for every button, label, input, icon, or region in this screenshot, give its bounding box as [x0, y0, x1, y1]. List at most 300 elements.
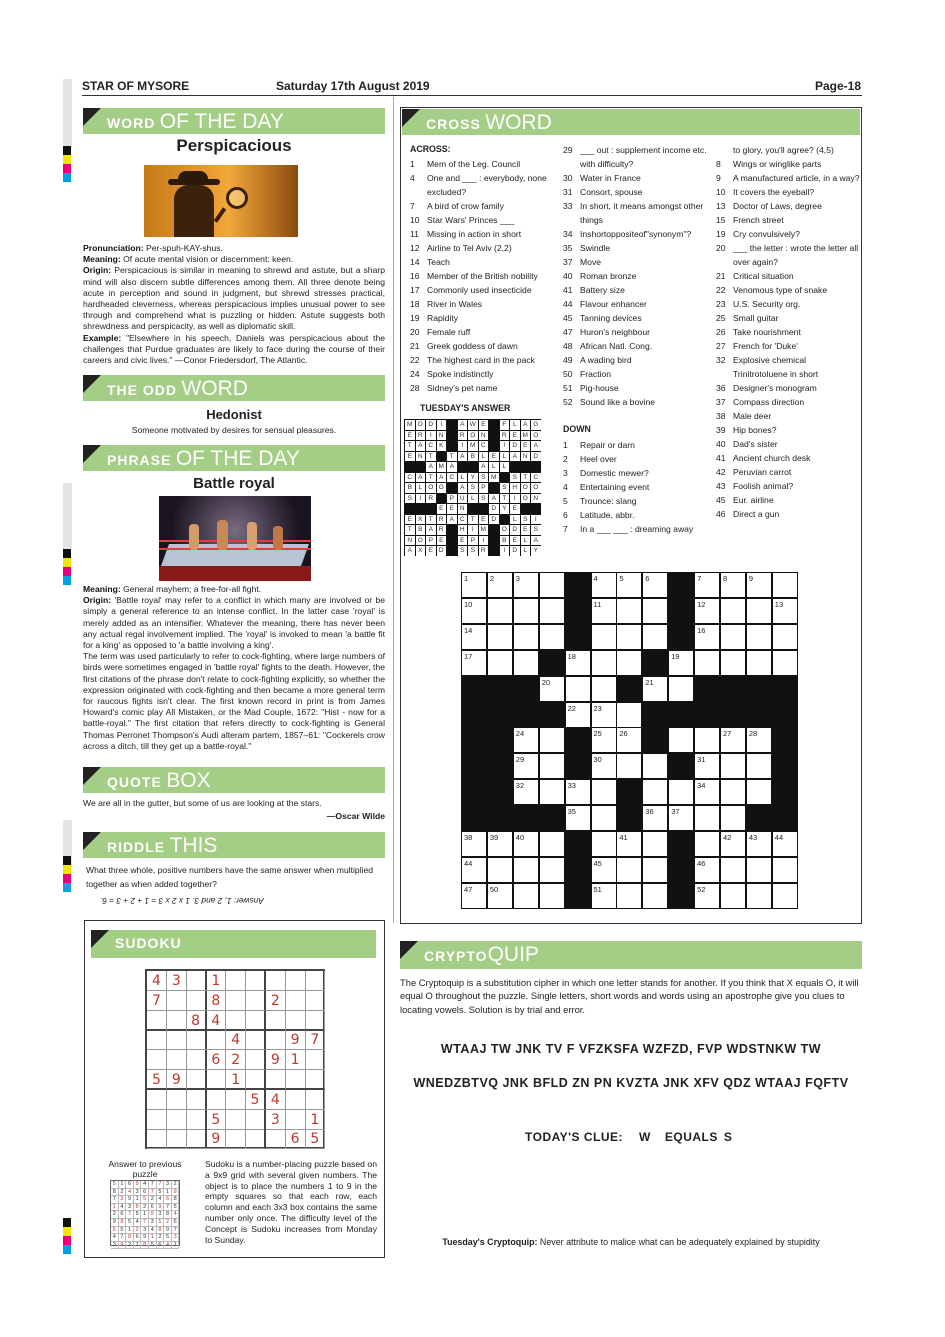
crossword-cell[interactable]	[721, 884, 745, 908]
sudoku-cell[interactable]	[187, 971, 207, 991]
crossword-cell[interactable]	[643, 780, 667, 804]
sudoku-cell[interactable]: 7	[147, 991, 167, 1011]
sudoku-cell[interactable]	[187, 1129, 207, 1149]
clue-text: Inshortoppositeof"synonym"?	[580, 229, 692, 239]
sudoku-cell[interactable]: 1	[226, 1070, 246, 1090]
crossword-cell[interactable]	[462, 599, 486, 623]
sudoku-cell[interactable]	[187, 1090, 207, 1110]
answer-cell: C	[479, 441, 489, 451]
crossword-cell[interactable]	[773, 884, 797, 908]
crossword-cell[interactable]	[643, 832, 667, 856]
crossword-cell[interactable]	[747, 780, 771, 804]
answer-cell: 7	[141, 1219, 149, 1227]
answer-cell: E	[521, 525, 531, 535]
crossword-cell[interactable]	[643, 806, 667, 830]
crossword-cell[interactable]	[566, 703, 590, 727]
crossword-cell[interactable]	[617, 573, 641, 597]
sudoku-cell[interactable]	[305, 971, 325, 991]
sudoku-cell[interactable]	[226, 1110, 246, 1130]
sudoku-cell[interactable]	[167, 1129, 187, 1149]
crossword-cell[interactable]	[747, 754, 771, 778]
crossword-cell[interactable]	[462, 625, 486, 649]
answer-cell: 9	[149, 1211, 157, 1219]
crossword-cell[interactable]	[643, 884, 667, 908]
sudoku-cell[interactable]	[167, 991, 187, 1011]
crossword-cell[interactable]	[488, 884, 512, 908]
crossword-cell[interactable]	[514, 573, 538, 597]
sudoku-cell[interactable]: 7	[305, 1030, 325, 1050]
crossword-cell[interactable]	[669, 728, 693, 752]
sudoku-cell[interactable]	[167, 1050, 187, 1070]
cell-number: 32	[515, 781, 525, 791]
quote-text: We are all in the gutter, but some of us are looking at the stars.	[83, 798, 322, 808]
crossword-cell[interactable]	[592, 703, 616, 727]
answer-cell: 9	[119, 1242, 127, 1250]
cell-number: 7	[697, 574, 702, 583]
answer-cell: 7	[164, 1204, 172, 1212]
clue-number: 37	[563, 257, 573, 267]
crossword-cell[interactable]	[643, 625, 667, 649]
sudoku-cell[interactable]	[187, 1050, 207, 1070]
answer-cell: 4	[141, 1181, 149, 1189]
sudoku-cell[interactable]	[246, 1050, 266, 1070]
clue-item	[563, 143, 708, 171]
crossword-cell[interactable]	[540, 677, 564, 701]
crossword-cell[interactable]	[643, 573, 667, 597]
crossword-cell[interactable]	[592, 573, 616, 597]
clue-text: Commonly used insecticide	[427, 285, 532, 295]
answer-cell: E	[447, 504, 457, 514]
crossword-cell[interactable]	[695, 573, 719, 597]
crossword-cell[interactable]	[695, 754, 719, 778]
clue-text: A wading bird	[580, 355, 632, 365]
crossword-cell[interactable]	[540, 754, 564, 778]
crossword-cell[interactable]	[773, 651, 797, 675]
phrase-body: Meaning: General mayhem; a free-for-all fight. Origin: 'Battle royal' may refer to a conflict in which many are involved or be simply a general reference to an intense conflict. In the latter case 'royal' is merely added as an intensifier. Whatever the meaning, there has never been any actual regal involvement implied. The 'royal' is invoked to mean 'a battle fit for a king' as opposed to 'a battle involving a king'. The term was used particularly to refer to cock-fighting, where large numbers of birds were sometimes engaged in 'battle royal' fights to the death. However, the first citations of the phrase don't relate to cock-fighting explicitly, so whether the expression originated with cock-fighting and then became a more general term for raucous fights isn't clear. The first known record in print is from James Howard's comic play All Mistaken, or the Mad Couple, 1672: "Hist - now for a battle-royal." The first citation that refers directly to cock-fighting is General Thomas Perronet Thompson's Audi alteram partem, 1857–61: "Cockerels crow across a ditch, till they get up a battle-royal."	[83, 584, 385, 751]
sudoku-cell[interactable]	[246, 1030, 266, 1050]
clue-item	[716, 283, 861, 297]
sudoku-cell[interactable]	[246, 1110, 266, 1130]
crossword-cell[interactable]	[540, 884, 564, 908]
crossword-cell[interactable]	[592, 832, 616, 856]
sudoku-cell[interactable]: 1	[286, 1050, 306, 1070]
answer-cell: 1	[164, 1189, 172, 1197]
crossword-cell[interactable]	[514, 728, 538, 752]
sudoku-cell[interactable]	[246, 1011, 266, 1031]
crossword-cell[interactable]	[747, 884, 771, 908]
sudoku-cell[interactable]: 9	[167, 1070, 187, 1090]
sudoku-cell[interactable]	[226, 1090, 246, 1110]
crossword-cell[interactable]	[721, 806, 745, 830]
crossword-cell[interactable]	[721, 728, 745, 752]
crossword-cell[interactable]	[592, 677, 616, 701]
answer-cell: I	[531, 515, 541, 525]
answer-cell: I	[468, 525, 478, 535]
answer-cell: O	[521, 483, 531, 493]
crossword-cell[interactable]	[721, 599, 745, 623]
answer-cell: Y	[500, 504, 510, 514]
crossword-cell[interactable]	[617, 599, 641, 623]
sudoku-cell[interactable]	[246, 991, 266, 1011]
cell-number: 14	[464, 625, 473, 635]
sudoku-cell[interactable]	[286, 1070, 306, 1090]
sudoku-cell[interactable]: 8	[206, 991, 226, 1011]
crossword-cell[interactable]	[540, 780, 564, 804]
sudoku-cell[interactable]: 4	[147, 971, 167, 991]
crossword-cell[interactable]	[566, 651, 590, 675]
sudoku-cell[interactable]: 5	[147, 1070, 167, 1090]
sudoku-cell[interactable]	[187, 1110, 207, 1130]
crossword-cell[interactable]	[643, 754, 667, 778]
crossword-cell[interactable]	[617, 754, 641, 778]
answer-cell: 6	[141, 1189, 149, 1197]
clue-text: Repair or darn	[580, 440, 635, 450]
clue-item	[410, 297, 555, 311]
crossword-cell[interactable]	[643, 858, 667, 882]
answer-cell: E	[405, 515, 415, 525]
sudoku-cell[interactable]	[246, 1129, 266, 1149]
sudoku-cell[interactable]	[226, 991, 246, 1011]
crossword-cell[interactable]	[721, 832, 745, 856]
crossword-cell[interactable]	[617, 625, 641, 649]
crossword-cell[interactable]	[747, 651, 771, 675]
crossword-cell[interactable]	[721, 651, 745, 675]
crossword-cell[interactable]	[462, 651, 486, 675]
sudoku-cell[interactable]	[305, 1011, 325, 1031]
clue-number: 10	[716, 187, 726, 197]
cell-number: 11	[593, 599, 602, 609]
answer-cell: N	[531, 494, 541, 504]
sudoku-cell[interactable]	[226, 971, 246, 991]
clue-text: One and ___ : everybody, none excluded?	[427, 173, 547, 197]
crossword-cell[interactable]	[514, 651, 538, 675]
sudoku-cell[interactable]	[147, 1129, 167, 1149]
column-rule	[393, 97, 394, 923]
clue-number: 28	[410, 383, 420, 393]
sudoku-cell[interactable]: 3	[266, 1110, 286, 1130]
crossword-cell[interactable]	[747, 832, 771, 856]
clue-text: Member of the British nobility	[427, 271, 538, 281]
clue-text: Designer's monogram	[733, 383, 817, 393]
crossword-cell[interactable]	[514, 599, 538, 623]
answer-cell: O	[468, 431, 478, 441]
crossword-cell[interactable]	[592, 651, 616, 675]
sudoku-grid[interactable]	[145, 969, 325, 1149]
crossword-cell[interactable]	[540, 832, 564, 856]
sudoku-cell[interactable]	[147, 1011, 167, 1031]
answer-cell: R	[437, 525, 447, 535]
clue-text: Roman bronze	[580, 271, 637, 281]
crossword-cell[interactable]	[721, 858, 745, 882]
crossword-cell[interactable]	[514, 754, 538, 778]
crossword-cell[interactable]	[643, 677, 667, 701]
crossword-cell[interactable]	[747, 728, 771, 752]
crossword-cell[interactable]	[695, 806, 719, 830]
crossword-cell[interactable]	[617, 884, 641, 908]
crossword-cell[interactable]	[695, 728, 719, 752]
sudoku-cell[interactable]	[305, 991, 325, 1011]
answer-cell: 4	[126, 1189, 134, 1197]
clue-text: River in Wales	[427, 299, 483, 309]
crossword-cell[interactable]	[773, 832, 797, 856]
sudoku-cell[interactable]	[266, 1129, 286, 1149]
clue-item	[716, 479, 861, 493]
crossword-cell[interactable]	[695, 625, 719, 649]
answer-cell: 7	[172, 1227, 180, 1235]
clue-item	[716, 353, 861, 381]
cell-number: 38	[464, 833, 473, 842]
crossword-cell[interactable]	[747, 599, 771, 623]
crossword-cell[interactable]	[773, 625, 797, 649]
sudoku-cell[interactable]: 4	[206, 1011, 226, 1031]
sudoku-cell[interactable]: 1	[305, 1110, 325, 1130]
sudoku-cell[interactable]	[246, 971, 266, 991]
crossword-cell[interactable]	[540, 625, 564, 649]
crossword-cell[interactable]	[540, 599, 564, 623]
sudoku-cell[interactable]	[286, 991, 306, 1011]
sudoku-answer-label: Answer to previous puzzle	[108, 1159, 182, 1179]
sudoku-cell[interactable]	[246, 1070, 266, 1090]
riddle-question: What three whole, positive numbers have the same answer when multiplied together as when added together?	[86, 865, 374, 889]
answer-cell: S	[468, 546, 478, 556]
crossword-cell[interactable]	[592, 780, 616, 804]
sudoku-cell[interactable]	[266, 1011, 286, 1031]
crossword-band: CROSS WORD	[402, 109, 860, 135]
crossword-cell[interactable]	[462, 884, 486, 908]
crossword-cell[interactable]	[488, 573, 512, 597]
crossword-cell[interactable]	[488, 651, 512, 675]
sudoku-cell[interactable]	[147, 1110, 167, 1130]
sudoku-cell[interactable]: 2	[266, 991, 286, 1011]
sudoku-cell[interactable]	[187, 991, 207, 1011]
sudoku-cell[interactable]	[266, 1030, 286, 1050]
across-title: ACROSS:	[410, 144, 451, 154]
crossword-cell[interactable]	[695, 599, 719, 623]
clue-number: 41	[716, 453, 726, 463]
crossword-cell[interactable]	[669, 780, 693, 804]
clue-item	[716, 395, 861, 409]
crossword-cell[interactable]	[514, 625, 538, 649]
sudoku-cell[interactable]: 1	[206, 971, 226, 991]
clue-item	[716, 157, 861, 171]
clue-text: The highest card in the pack	[427, 355, 535, 365]
sudoku-cell[interactable]: 9	[286, 1030, 306, 1050]
answer-cell: S	[468, 483, 478, 493]
answer-cell: E	[510, 431, 520, 441]
crossword-cell[interactable]	[695, 832, 719, 856]
crossword-cell[interactable]	[566, 806, 590, 830]
sudoku-cell[interactable]: 3	[167, 971, 187, 991]
clue-item	[716, 423, 861, 437]
sudoku-cell[interactable]	[266, 1070, 286, 1090]
sudoku-cell[interactable]	[305, 1090, 325, 1110]
sudoku-cell[interactable]: 5	[305, 1129, 325, 1149]
answer-cell: H	[510, 483, 520, 493]
sudoku-cell[interactable]	[206, 1090, 226, 1110]
cell-number: 37	[671, 807, 680, 817]
sudoku-cell[interactable]	[167, 1110, 187, 1130]
answer-cell: 2	[164, 1219, 172, 1227]
header-rule	[82, 95, 862, 96]
answer-cell: R	[479, 546, 489, 556]
answer-cell: D	[437, 546, 447, 556]
sudoku-cell[interactable]	[206, 1030, 226, 1050]
crossword-cell[interactable]	[695, 780, 719, 804]
sudoku-cell[interactable]	[167, 1090, 187, 1110]
answer-cell: 9	[157, 1204, 165, 1212]
clue-item	[716, 297, 861, 311]
crossword-cell[interactable]	[514, 858, 538, 882]
sudoku-cell[interactable]: 8	[187, 1011, 207, 1031]
answer-cell: R	[426, 494, 436, 504]
crossword-cell[interactable]	[643, 599, 667, 623]
clue-item	[410, 227, 555, 241]
crossword-cell[interactable]	[488, 858, 512, 882]
answer-cell: P	[447, 494, 457, 504]
crossword-cell[interactable]	[592, 858, 616, 882]
crossword-cell[interactable]	[695, 651, 719, 675]
crossword-cell[interactable]	[514, 832, 538, 856]
crossword-cell[interactable]	[488, 832, 512, 856]
clue-item	[716, 143, 861, 157]
answer-cell: S	[521, 515, 531, 525]
crossword-cell[interactable]	[566, 780, 590, 804]
sudoku-cell[interactable]	[147, 1050, 167, 1070]
crossword-cell[interactable]	[592, 728, 616, 752]
clue-text: French street	[733, 215, 784, 225]
sudoku-cell[interactable]	[286, 971, 306, 991]
crossword-cell[interactable]	[669, 651, 693, 675]
crossword-cell[interactable]	[773, 858, 797, 882]
clue-number: 27	[716, 341, 726, 351]
answer-cell: A	[521, 420, 531, 430]
sudoku-cell[interactable]	[147, 1030, 167, 1050]
crossword-cell[interactable]	[540, 728, 564, 752]
answer-cell: 4	[157, 1196, 165, 1204]
clue-number: 51	[563, 383, 573, 393]
sudoku-cell[interactable]	[226, 1011, 246, 1031]
crossword-cell[interactable]	[592, 754, 616, 778]
crossword-cell[interactable]	[488, 599, 512, 623]
sudoku-cell[interactable]	[147, 1090, 167, 1110]
crossword-cell[interactable]	[721, 754, 745, 778]
sudoku-cell[interactable]	[286, 1090, 306, 1110]
answer-cell: 1	[134, 1196, 142, 1204]
crossword-cell[interactable]	[540, 858, 564, 882]
crossword-cell[interactable]	[488, 625, 512, 649]
clue-number: 14	[410, 257, 420, 267]
clue-number: 37	[716, 397, 726, 407]
clue-item	[563, 339, 708, 353]
cell-number: 27	[723, 729, 732, 739]
answer-cell: O	[521, 494, 531, 504]
crossword-cell[interactable]	[617, 728, 641, 752]
sudoku-cell[interactable]	[286, 1110, 306, 1130]
crossword-cell[interactable]	[617, 703, 641, 727]
crossword-cell[interactable]	[592, 884, 616, 908]
sudoku-cell[interactable]	[305, 1050, 325, 1070]
cell-number: 24	[515, 729, 525, 739]
answer-cell: 9	[111, 1219, 119, 1227]
sudoku-cell[interactable]	[187, 1070, 207, 1090]
clue-number: 25	[716, 313, 726, 323]
crossword-cell[interactable]	[721, 780, 745, 804]
sudoku-cell[interactable]	[305, 1070, 325, 1090]
sudoku-cell[interactable]	[206, 1070, 226, 1090]
clue-number: 8	[716, 159, 721, 169]
sudoku-cell[interactable]	[187, 1030, 207, 1050]
answer-cell: 1	[172, 1242, 180, 1250]
answer-cell: E	[489, 452, 499, 462]
sudoku-cell[interactable]	[167, 1030, 187, 1050]
crossword-cell[interactable]	[566, 677, 590, 701]
crossword-cell[interactable]	[721, 625, 745, 649]
crossword-cell[interactable]	[540, 573, 564, 597]
crossword-cell[interactable]	[617, 832, 641, 856]
crossword-cell[interactable]	[514, 884, 538, 908]
answer-cell: 6	[111, 1227, 119, 1235]
crossword-cell[interactable]	[592, 625, 616, 649]
sudoku-cell[interactable]: 2	[226, 1050, 246, 1070]
crossword-cell[interactable]	[747, 625, 771, 649]
crossword-cell[interactable]	[462, 573, 486, 597]
crossword-cell[interactable]	[462, 832, 486, 856]
answer-cell: 5	[119, 1227, 127, 1235]
crossword-cell[interactable]	[617, 858, 641, 882]
clue-item	[410, 241, 555, 255]
sudoku-cell[interactable]: 9	[266, 1050, 286, 1070]
answer-cell: 1	[157, 1219, 165, 1227]
answer-cell: O	[500, 525, 510, 535]
sudoku-cell[interactable]: 5	[206, 1110, 226, 1130]
sudoku-cell[interactable]: 9	[206, 1129, 226, 1149]
sudoku-cell[interactable]	[226, 1129, 246, 1149]
clue-text: Doctor of Laws, degree	[733, 201, 822, 211]
sudoku-cell[interactable]	[286, 1011, 306, 1031]
crossword-cell[interactable]	[773, 573, 797, 597]
crossword-cell[interactable]	[514, 780, 538, 804]
answer-cell: 1	[111, 1204, 119, 1212]
sudoku-cell[interactable]: 4	[226, 1030, 246, 1050]
sudoku-cell[interactable]: 6	[206, 1050, 226, 1070]
sudoku-cell[interactable]: 6	[286, 1129, 306, 1149]
crossword-cell[interactable]	[695, 884, 719, 908]
crossword-cell[interactable]	[721, 573, 745, 597]
crossword-cell[interactable]	[669, 677, 693, 701]
sudoku-cell[interactable]	[266, 971, 286, 991]
crossword-cell[interactable]	[617, 651, 641, 675]
clue-number: 12	[410, 243, 420, 253]
crossword-cell[interactable]	[462, 858, 486, 882]
answer-cell: A	[531, 536, 541, 546]
answer-cell: 3	[134, 1189, 142, 1197]
crossword-cell[interactable]	[747, 858, 771, 882]
crossword-cell[interactable]	[592, 806, 616, 830]
sudoku-cell[interactable]: 4	[266, 1090, 286, 1110]
newspaper-name: STAR OF MYSORE	[82, 79, 190, 93]
crossword-cell[interactable]	[669, 806, 693, 830]
crossword-cell[interactable]	[773, 599, 797, 623]
answer-cell: 5	[126, 1219, 134, 1227]
crossword-grid[interactable]	[461, 572, 798, 909]
crossword-cell[interactable]	[747, 573, 771, 597]
crossword-cell[interactable]	[695, 858, 719, 882]
answer-cell: M	[437, 462, 447, 472]
answer-cell: X	[416, 546, 426, 556]
sudoku-cell[interactable]	[167, 1011, 187, 1031]
crossword-cell[interactable]	[592, 599, 616, 623]
sudoku-cell[interactable]: 5	[246, 1090, 266, 1110]
